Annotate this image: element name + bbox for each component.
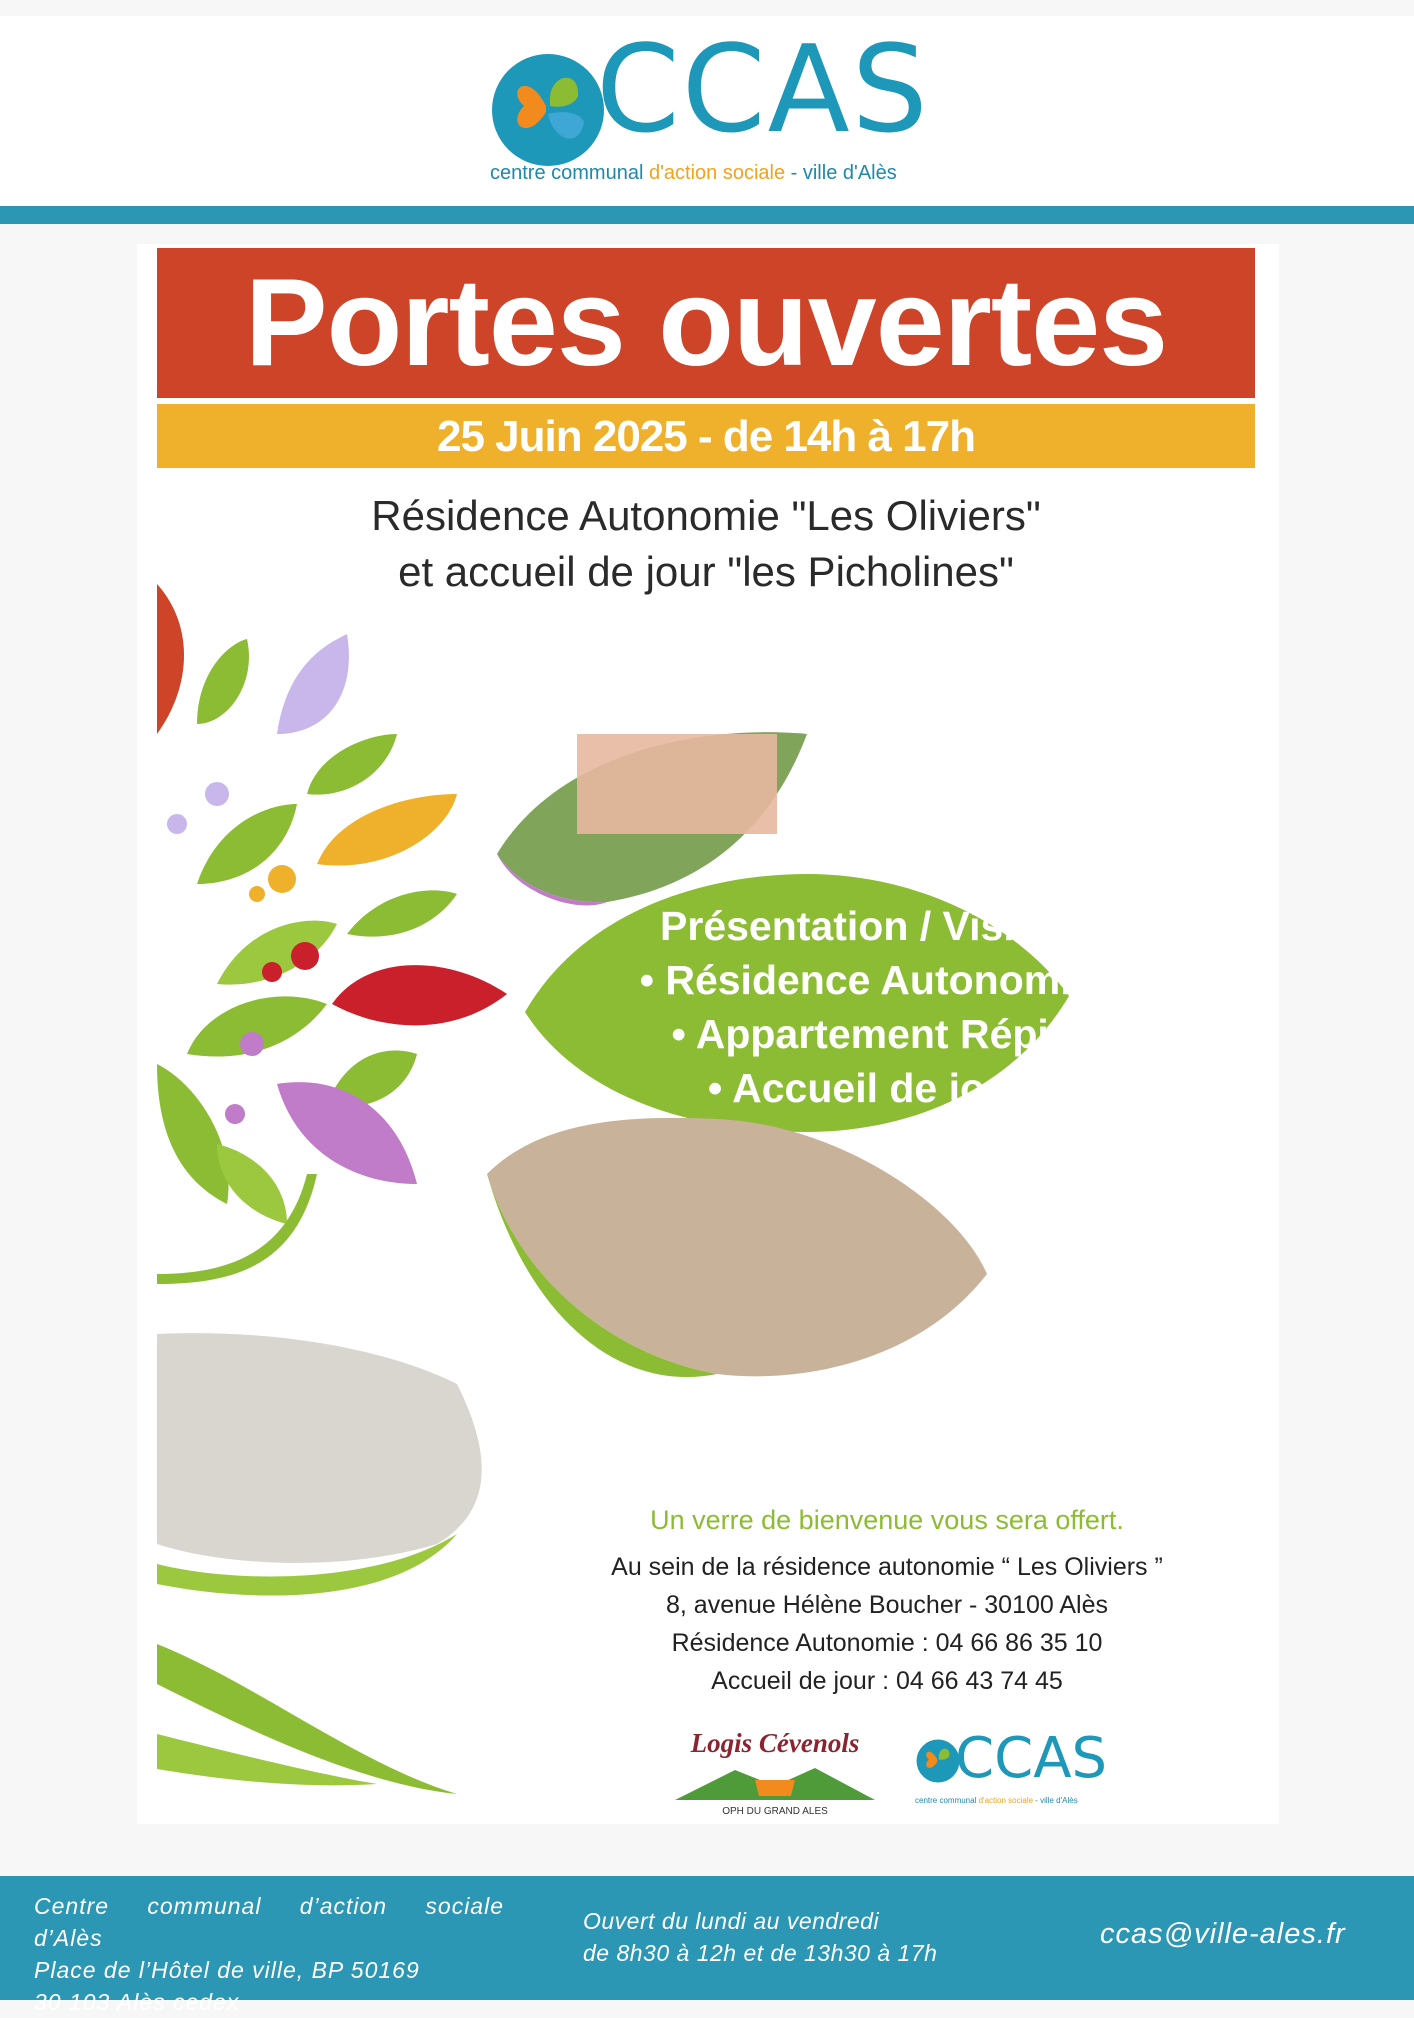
- address-line-1: Au sein de la résidence autonomie “ Les Oliviers ”: [611, 1553, 1163, 1581]
- welcome-message: Un verre de bienvenue vous sera offert.: [650, 1505, 1124, 1535]
- visits-item-2: • Résidence Autonomie: [639, 957, 1095, 1003]
- address-line-2: 8, avenue Hélène Boucher - 30100 Alès: [666, 1591, 1108, 1619]
- footer-hours: [583, 1905, 1003, 1969]
- footer-org-line-4: 30 103 Alès cedex: [34, 1989, 240, 2015]
- logis-cevenols-subtitle: OPH DU GRAND ALES: [722, 1806, 828, 1817]
- green-leaf-8: [157, 1064, 229, 1204]
- dining-photo: [487, 1118, 987, 1376]
- green-leaf-2: [307, 734, 397, 795]
- footer-hours-line-2: de 8h30 à 12h et de 13h30 à 17h: [583, 1940, 938, 1966]
- logo-subtitle: [490, 162, 897, 185]
- purple-leaf-1: [277, 634, 349, 734]
- date-band: [157, 404, 1255, 468]
- logo-sub-part2: d'action sociale: [648, 162, 786, 184]
- visits-item-3: • Appartement Répit: [671, 1011, 1063, 1057]
- event-date: 25 Juin 2025 - de 14h à 17h: [437, 412, 975, 461]
- poster-title: Portes ouvertes: [244, 254, 1168, 392]
- page-footer: [0, 1876, 1414, 2015]
- ccas-logo-mark-icon: [488, 50, 608, 170]
- footer-address: [34, 1890, 504, 2018]
- logis-cevenols-name: Logis Cévenols: [690, 1728, 860, 1758]
- phone-accueil: Accueil de jour : 04 66 43 74 45: [711, 1667, 1063, 1695]
- footer-org-line-3: Place de l’Hôtel de ville, BP 50169: [34, 1957, 420, 1983]
- logo-sub-part1: centre communal: [490, 162, 649, 184]
- event-info: [567, 1500, 1207, 1700]
- ccas-small-letters: CCAS: [955, 1726, 1108, 1791]
- ccas-small-sub-part1: centre communal: [915, 1796, 979, 1805]
- red-leaf-top: [157, 584, 184, 734]
- footer-org-line-2: d’Alès: [34, 1925, 103, 1951]
- header-divider-bar: [0, 206, 1414, 224]
- residence-line-2: et accueil de jour "les Picholines": [398, 548, 1014, 595]
- footer-org-line-1: Centre communal d’action sociale: [34, 1893, 504, 1919]
- yellow-leaf: [317, 794, 457, 866]
- lounge-photo: [157, 1333, 482, 1563]
- visits-list: [577, 899, 1157, 1115]
- phone-residence: Résidence Autonomie : 04 66 86 35 10: [671, 1629, 1103, 1657]
- red-leaf-mid: [332, 965, 507, 1025]
- purple-leaf-2: [277, 1082, 417, 1184]
- ccas-small-subtitle: [915, 1796, 1078, 1805]
- page-header: [0, 16, 1414, 206]
- ccas-small-sub-part3: - ville d'Alès: [1033, 1796, 1078, 1805]
- green-leaf-4: [347, 890, 457, 936]
- ccas-logo: [488, 21, 958, 192]
- logo-letters: CCAS: [596, 21, 930, 160]
- footer-hours-line-1: Ouvert du lundi au vendredi: [583, 1908, 880, 1934]
- footer-email-link[interactable]: ccas@ville-ales.fr: [1100, 1918, 1346, 1950]
- mountain-icon: [675, 1766, 875, 1806]
- visits-item-1: Présentation / Visites: [660, 903, 1074, 949]
- ccas-small-sub-part2: d'action sociale: [978, 1796, 1034, 1805]
- ccas-logo-small: [915, 1726, 1115, 1814]
- visits-item-4: • Accueil de jour: [707, 1065, 1027, 1111]
- residence-line-1: Résidence Autonomie "Les Oliviers": [371, 492, 1041, 539]
- logo-sub-part3: - ville d'Alès: [785, 162, 897, 184]
- event-poster: [137, 244, 1279, 1824]
- logis-cevenols-logo: [665, 1728, 885, 1828]
- green-leaf-1: [197, 639, 249, 724]
- title-band: [157, 248, 1255, 398]
